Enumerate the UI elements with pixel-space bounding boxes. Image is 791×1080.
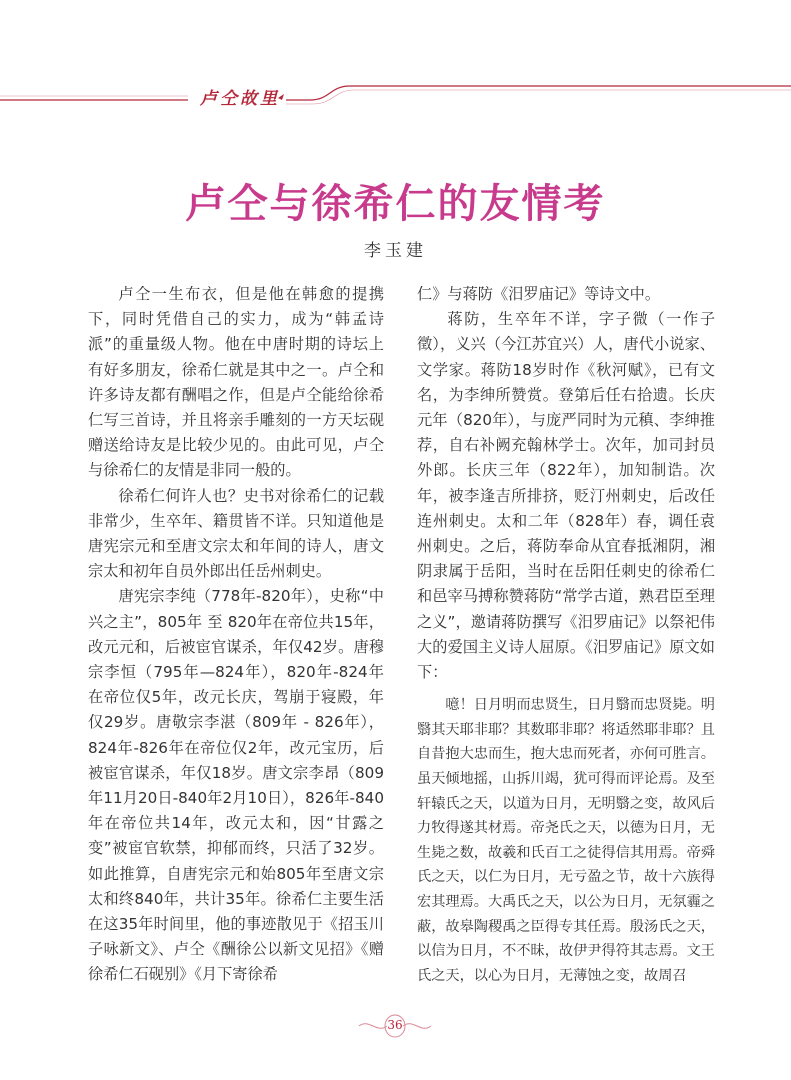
section-label: 卢仝故里: [200, 89, 280, 109]
article-author: 李玉建: [364, 241, 427, 261]
article-title: 卢仝与徐希仁的友情考: [185, 181, 606, 227]
paragraph: 蒋防，生卒年不详，字子微（一作子徵），义兴（今江苏宜兴）人，唐代小说家、文学家。蒋防18岁时作《秋河赋》，已有文名，为李绅所赞赏。登第后任右拾遗。长庆元年（820年），与庞严同时为元稹、李绅推荐，自右补阙充翰林学士。次年，加司封员外郎。长庆三年（822年），加知制诰。次年，被李逢吉所排挤，贬汀州刺史，后改任连州刺史。太和二年（828年）春，调任袁州刺史。之后，蒋防奉命从宜春抵湘阴，湘阴隶属于岳阳，当时在岳阳任刺史的徐希仁和邑宰马搏称赞蒋防“常学古道，熟君臣至理之义”，邀请蒋防撰写《汨罗庙记》以祭祀伟大的爱国主义诗人屈原。《汨罗庙记》原文如下：: [417, 310, 715, 682]
page-number: 36: [387, 1018, 403, 1032]
paragraph: 卢仝一生布衣，但是他在韩愈的提携下，同时凭借自己的实力，成为“韩孟诗派”的重量级人物。他在中唐时期的诗坛上有好多朋友，徐希仁就是其中之一。卢仝和许多诗友都有酬唱之作，但是卢仝能给徐希仁写三首诗，并且将亲手雕刻的一方天坛砚赠送给诗友是比较少见的。由此可见，卢仝与徐希仁的友情是非同一般的。: [88, 285, 384, 480]
page-number-badge: [355, 1008, 435, 1044]
paragraph: 徐希仁何许人也？史书对徐希仁的记载非常少，生卒年、籍贯皆不详。只知道他是唐宪宗元和至唐文宗太和年间的诗人，唐文宗太和初年自员外郎出任岳州刺史。: [88, 486, 384, 581]
header-decoration: [0, 0, 791, 120]
right-column: [417, 282, 715, 988]
paragraph: 唐宪宗李纯（778年-820年），史称“中兴之主”，805年 至 820年在帝位共15年，改元元和，后被宦官谋杀，年仅42岁。唐穆宗李恒（795年—824年），820年-824年在帝位仅5年，改元长庆，驾崩于寝殿，年仅29岁。唐敬宗李湛（809年 - 826年），824年-826年在帝位仅2年，改元宝历，后被宦官谋杀，年仅18岁。唐文宗李昂（809年11月20日-840年2月10日），826年-840年在帝位共14年，改元太和，因“甘露之变”被宦官软禁，抑郁而终，只活了32岁。如此推算，自唐宪宗元和始805年至唐文宗太和终840年，共计35年。徐希仁主要生活在这35年时间里，他的事迹散见于《招玉川子咏新文》、卢仝《酬徐公以新文见招》《赠徐希仁石砚别》《月下寄徐希: [88, 587, 384, 984]
left-column: [88, 282, 384, 988]
quoted-text: 噫！日月明而忠贤生，日月翳而忠贤毙。明翳其天耶非耶？其数耶非耶？将适然耶非耶？且自昔抱大忠而生，抱大忠而死者，亦何可胜言。虽天倾地摇，山拆川竭，犹可得而评论焉。及至轩辕氏之天，以道为日月，无明翳之变，故风后力牧得遂其材焉。帝尧氏之天，以德为日月，无生毙之数，故羲和氏百工之徒得信其用焉。帝舜氏之天，以仁为日月，无亏盈之节，故十六族得宏其理焉。大禹氏之天，以公为日月，无氛霾之蔽，故皋陶稷禹之臣得专其任焉。殷汤氏之天，以信为日月，不不昧，故伊尹得符其志焉。文王氏之天，以心为日月，无薄蚀之变，故周召: [417, 697, 715, 984]
paragraph: 仁》与蒋防《汨罗庙记》等诗文中。: [417, 285, 660, 303]
